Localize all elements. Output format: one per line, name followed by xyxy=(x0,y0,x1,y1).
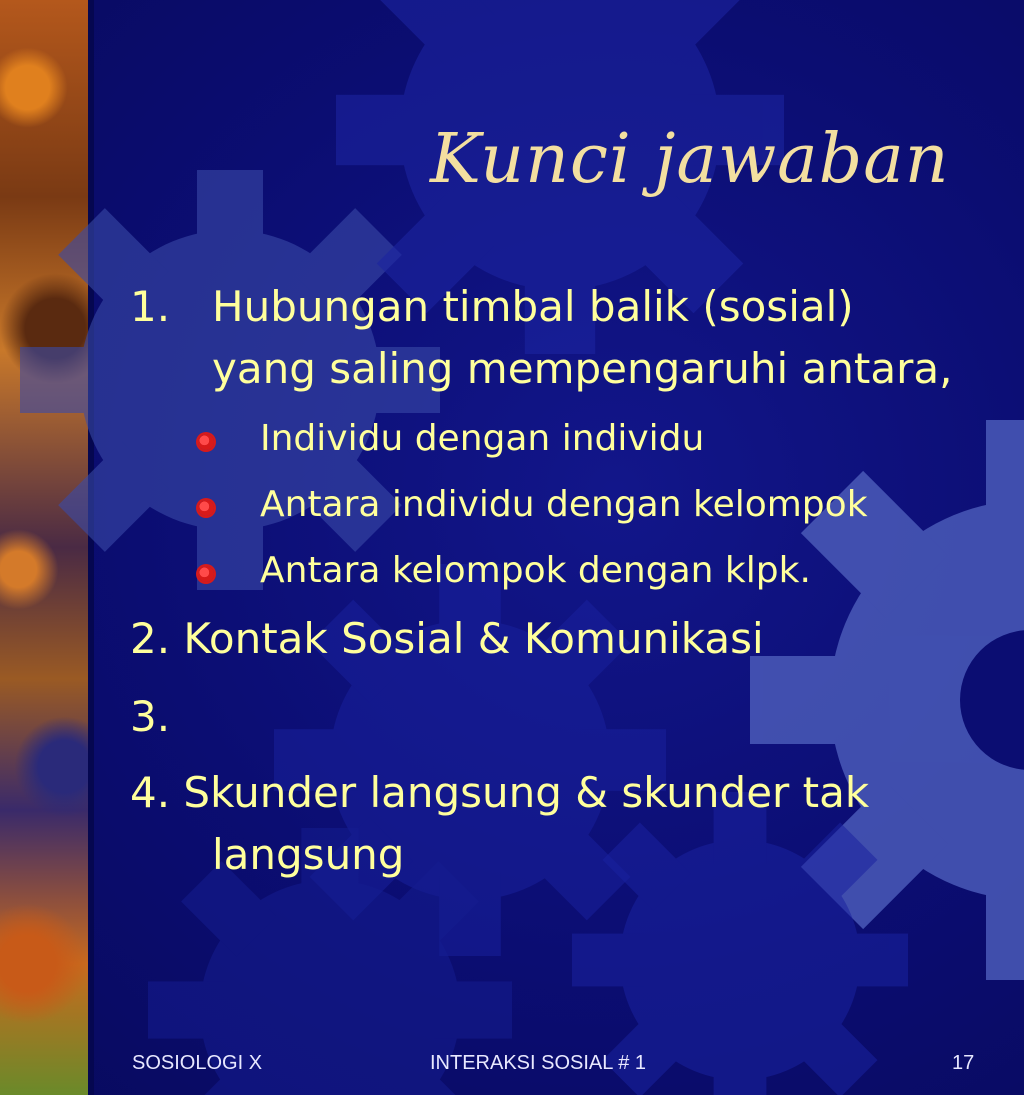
subitem-1: Individu dengan individu xyxy=(260,418,705,459)
item-1-number: 1. xyxy=(130,282,171,331)
item-3: 3. xyxy=(130,692,171,741)
item-1-line-2: yang saling mempengaruhi antara, xyxy=(212,344,953,393)
item-2: 2. Kontak Sosial & Komunikasi xyxy=(130,614,764,663)
bullet-icon xyxy=(198,434,214,450)
item-4-line-2: langsung xyxy=(212,830,405,879)
bullet-icon xyxy=(198,566,214,582)
footer-left: SOSIOLOGI X xyxy=(132,1052,263,1074)
subitem-2: Antara individu dengan kelompok xyxy=(260,484,868,525)
slide-title: Kunci jawaban xyxy=(430,120,950,199)
footer-center: INTERAKSI SOSIAL # 1 xyxy=(430,1052,647,1074)
item-1-line-1: Hubungan timbal balik (sosial) xyxy=(212,282,854,331)
item-4-line-1: 4. Skunder langsung & skunder tak xyxy=(130,768,870,817)
subitem-3: Antara kelompok dengan klpk. xyxy=(260,550,811,591)
page-number: 17 xyxy=(952,1052,975,1074)
bullet-icon xyxy=(198,500,214,516)
